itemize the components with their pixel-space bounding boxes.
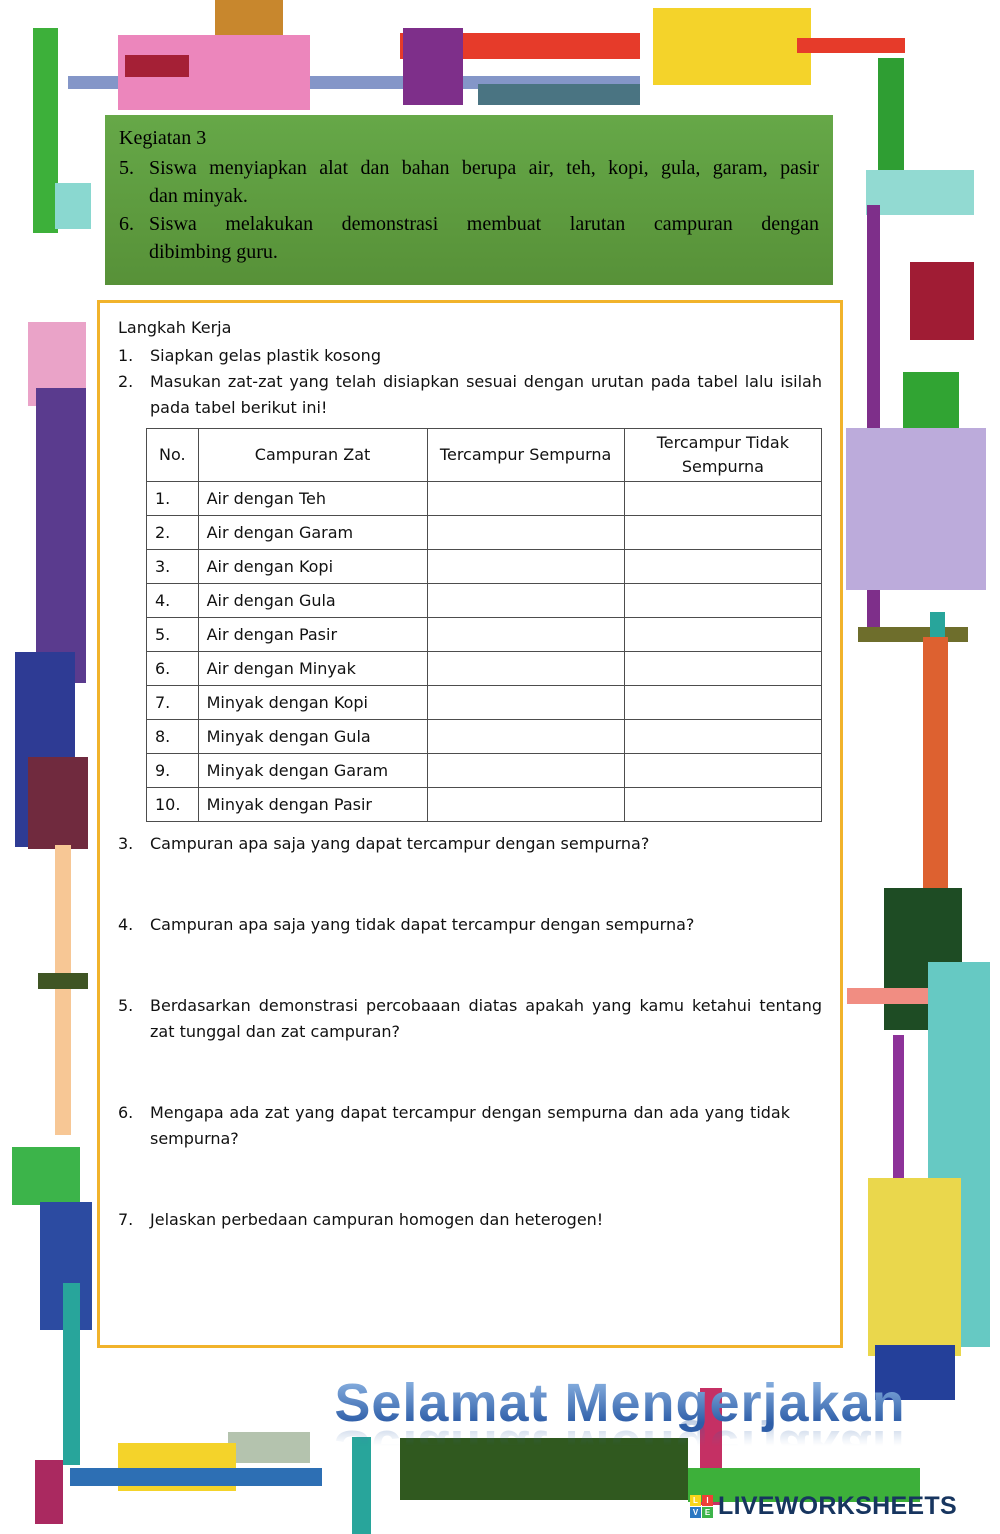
row-mixture: Air dengan Pasir	[198, 618, 427, 652]
activity-item-text	[149, 210, 819, 266]
step-text: Siapkan gelas plastik kosong	[150, 346, 381, 365]
row-number: 3.	[147, 550, 199, 584]
row-mixture: Air dengan Garam	[198, 516, 427, 550]
logo-square-l: L	[690, 1495, 701, 1506]
activity-box	[105, 115, 833, 285]
decor-block	[797, 38, 905, 53]
row-number: 5.	[147, 618, 199, 652]
activity-item-5	[119, 154, 819, 210]
decor-block	[478, 84, 640, 105]
activity-item-text	[149, 154, 819, 210]
header-no: No.	[147, 429, 199, 482]
answer-cell-tercampur-tidak-sempurna[interactable]	[624, 754, 821, 788]
question-5	[118, 993, 822, 1045]
question-text: Berdasarkan demonstrasi percobaaan diatas apakah yang kamu ketahui tentang zat tunggal dan zat campuran?	[150, 996, 822, 1041]
question-text: Campuran apa saja yang tidak dapat tercampur dengan sempurna?	[150, 915, 695, 934]
activity-item-number: 5.	[119, 157, 134, 179]
decor-block	[12, 1147, 80, 1205]
table-row	[147, 618, 822, 652]
sheet-title: Langkah Kerja	[118, 318, 232, 337]
header-tercampur-sempurna: Tercampur Sempurna	[427, 429, 624, 482]
activity-item-number: 6.	[119, 213, 134, 235]
row-number: 7.	[147, 686, 199, 720]
question-text: Jelaskan perbedaan campuran homogen dan heterogen!	[150, 1210, 604, 1229]
answer-cell-tercampur-tidak-sempurna[interactable]	[624, 482, 821, 516]
step-number: 2.	[118, 372, 134, 391]
answer-cell-tercampur-sempurna[interactable]	[427, 788, 624, 822]
logo-square-i: I	[702, 1495, 713, 1506]
question-6	[118, 1100, 822, 1152]
decor-block	[55, 183, 91, 229]
decor-block	[228, 1432, 310, 1463]
row-number: 2.	[147, 516, 199, 550]
mixture-table	[146, 428, 822, 822]
activity-item-line: Siswa menyiapkan alat dan bahan berupa air, teh, kopi, gula, garam, pasir	[149, 157, 819, 179]
decor-block	[910, 262, 974, 340]
decor-block	[858, 627, 968, 642]
question-number: 6.	[118, 1103, 134, 1122]
question-4	[118, 912, 822, 938]
decor-block	[63, 1283, 80, 1465]
answer-space[interactable]	[118, 1233, 822, 1333]
answer-cell-tercampur-sempurna[interactable]	[427, 652, 624, 686]
table-header-row	[147, 429, 822, 482]
question-number: 5.	[118, 996, 134, 1015]
activity-item-line: dibimbing guru.	[149, 241, 278, 263]
table-row	[147, 720, 822, 754]
activity-item-line: dan minyak.	[149, 185, 248, 207]
langkah-kerja-box	[97, 300, 843, 1348]
header-campuran-zat: Campuran Zat	[198, 429, 427, 482]
table-row	[147, 788, 822, 822]
table-row	[147, 482, 822, 516]
decor-block	[653, 8, 811, 85]
step-1	[118, 343, 822, 369]
row-mixture: Minyak dengan Pasir	[198, 788, 427, 822]
table-row	[147, 754, 822, 788]
question-7	[118, 1207, 822, 1233]
brand-name: LIVEWORKSHEETS	[718, 1492, 957, 1520]
answer-cell-tercampur-tidak-sempurna[interactable]	[624, 720, 821, 754]
row-number: 9.	[147, 754, 199, 788]
decor-block	[866, 170, 974, 215]
activity-title: Kegiatan 3	[119, 127, 207, 149]
table-row	[147, 516, 822, 550]
question-text: Mengapa ada zat yang dapat tercampur dengan sempurna dan ada yang tidak sempurna?	[150, 1103, 790, 1148]
activity-item-line: Siswa melakukan demonstrasi membuat larutan campuran dengan	[149, 213, 819, 235]
answer-cell-tercampur-tidak-sempurna[interactable]	[624, 584, 821, 618]
question-3	[118, 831, 822, 857]
decor-block	[847, 988, 941, 1004]
step-text: Masukan zat-zat yang telah disiapkan sesuai dengan urutan pada tabel lalu isilah pada tabel berikut ini!	[150, 372, 822, 417]
row-mixture: Air dengan Gula	[198, 584, 427, 618]
step-2	[118, 369, 822, 421]
decor-block	[868, 1178, 961, 1356]
row-mixture: Air dengan Kopi	[198, 550, 427, 584]
question-number: 3.	[118, 834, 134, 853]
decor-block	[125, 55, 189, 77]
answer-cell-tercampur-sempurna[interactable]	[427, 618, 624, 652]
decor-block	[35, 1460, 63, 1524]
liveworksheets-logo-icon	[690, 1495, 713, 1518]
answer-cell-tercampur-sempurna[interactable]	[427, 584, 624, 618]
answer-cell-tercampur-tidak-sempurna[interactable]	[624, 652, 821, 686]
answer-cell-tercampur-tidak-sempurna[interactable]	[624, 788, 821, 822]
row-mixture: Minyak dengan Garam	[198, 754, 427, 788]
answer-cell-tercampur-sempurna[interactable]	[427, 482, 624, 516]
liveworksheets-brand	[690, 1492, 957, 1521]
decor-block	[893, 1035, 904, 1190]
decor-block	[55, 845, 71, 1135]
decor-block	[352, 1437, 371, 1534]
question-text: Campuran apa saja yang dapat tercampur dengan sempurna?	[150, 834, 650, 853]
answer-cell-tercampur-sempurna[interactable]	[427, 720, 624, 754]
logo-square-v: V	[690, 1507, 701, 1518]
question-number: 7.	[118, 1210, 134, 1229]
decor-block	[70, 1468, 322, 1486]
table-row	[147, 652, 822, 686]
row-number: 8.	[147, 720, 199, 754]
answer-space[interactable]	[118, 1152, 822, 1207]
question-number: 4.	[118, 915, 134, 934]
answer-cell-tercampur-tidak-sempurna[interactable]	[624, 516, 821, 550]
answer-cell-tercampur-sempurna[interactable]	[427, 550, 624, 584]
answer-cell-tercampur-sempurna[interactable]	[427, 686, 624, 720]
decor-block	[403, 28, 463, 105]
row-mixture: Minyak dengan Gula	[198, 720, 427, 754]
decor-block	[846, 428, 986, 590]
row-number: 10.	[147, 788, 199, 822]
decor-block	[400, 1438, 688, 1500]
activity-item-6	[119, 210, 819, 266]
table-row	[147, 686, 822, 720]
row-number: 6.	[147, 652, 199, 686]
row-mixture: Air dengan Minyak	[198, 652, 427, 686]
row-mixture: Air dengan Teh	[198, 482, 427, 516]
answer-cell-tercampur-tidak-sempurna[interactable]	[624, 550, 821, 584]
row-mixture: Minyak dengan Kopi	[198, 686, 427, 720]
step-number: 1.	[118, 346, 134, 365]
closing-message: Selamat Mengerjakan	[240, 1372, 1000, 1434]
table-row	[147, 550, 822, 584]
row-number: 1.	[147, 482, 199, 516]
logo-square-e: E	[702, 1507, 713, 1518]
decor-block	[38, 973, 88, 989]
table-row	[147, 584, 822, 618]
header-tercampur-tidak-sempurna: Tercampur Tidak Sempurna	[624, 429, 821, 482]
answer-space[interactable]	[118, 1045, 822, 1100]
decor-block	[28, 757, 88, 849]
answer-cell-tercampur-sempurna[interactable]	[427, 516, 624, 550]
answer-cell-tercampur-tidak-sempurna[interactable]	[624, 686, 821, 720]
answer-space[interactable]	[118, 857, 822, 912]
answer-cell-tercampur-tidak-sempurna[interactable]	[624, 618, 821, 652]
row-number: 4.	[147, 584, 199, 618]
decor-block	[36, 388, 86, 683]
answer-cell-tercampur-sempurna[interactable]	[427, 754, 624, 788]
answer-space[interactable]	[118, 938, 822, 993]
